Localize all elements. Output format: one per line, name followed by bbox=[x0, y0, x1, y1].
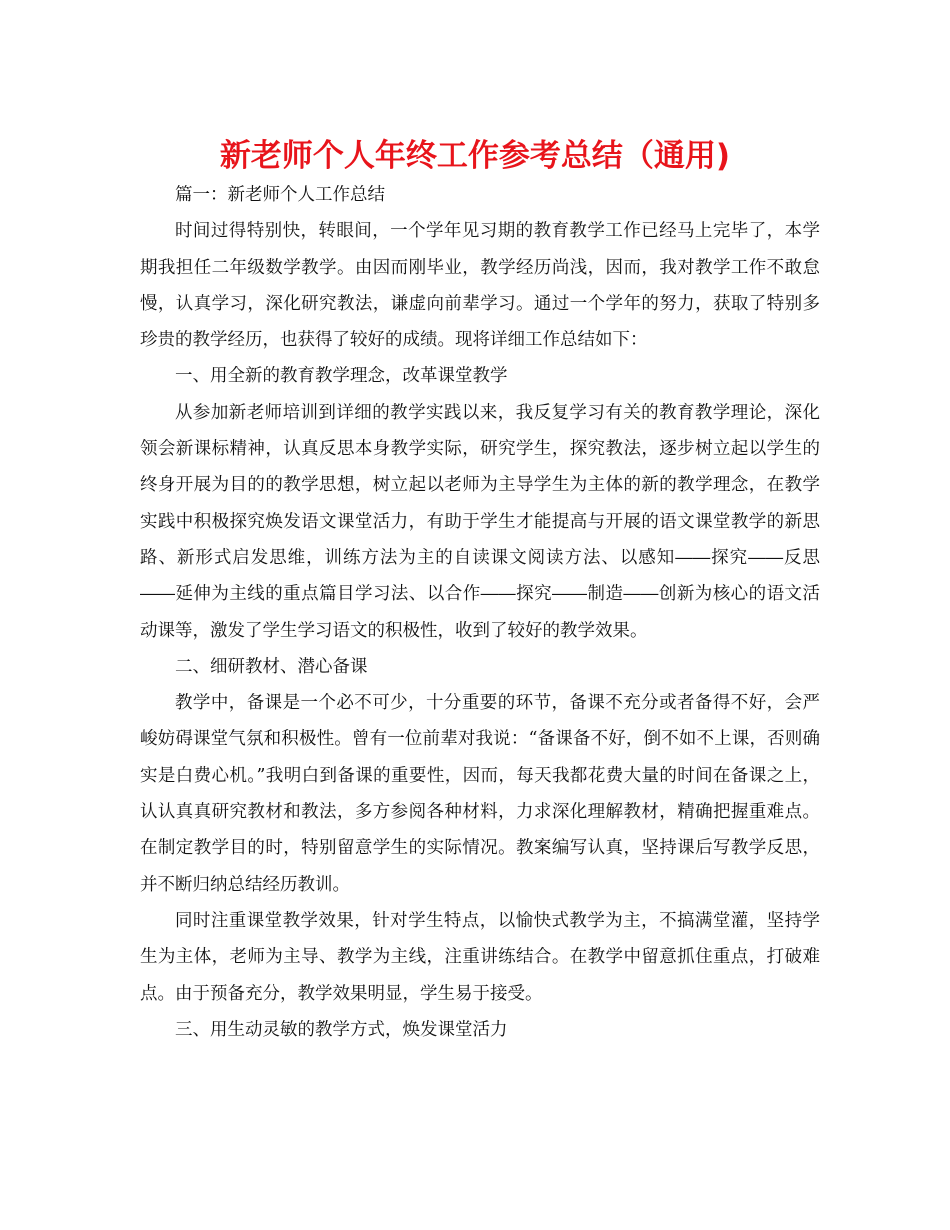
document-title: 新老师个人年终工作参考总结（通用) bbox=[219, 138, 731, 174]
intro-paragraph: 时间过得特别快，转眼间，一个学年见习期的教育教学工作已经马上完毕了，本学期我担任二年级数学教学。由因而刚毕业，教学经历尚浅，因而，我对教学工作不敢怠慢，认真学习，深化研究教法，谦虚向前辈学习。通过一个学年的努力，获取了特别多珍贵的教学经历，也获得了较好的成绩。现将详细工作总结如下： bbox=[140, 221, 820, 351]
section-one-paragraph: 从参加新老师培训到详细的教学实践以来，我反复学习有关的教育教学理论，深化领会新课标精神，认真反思本身教学实际，研究学生，探究教法，逐步树立起以学生的终身开展为目的的教学思想，树立起以老师为主导学生为主体的新的教学理念，在教学实践中积极探究焕发语文课堂活力，有助于学生才能提高与开展的语文课堂教学的新思路、新形式启发思维，训练方法为主的自读课文阅读方法、以感知――探究――反思――延伸为主线的重点篇目学习法、以合作――探究――制造――创新为核心的语文活动课等，激发了学生学习语文的积极性，收到了较好的教学效果。 bbox=[140, 402, 820, 641]
section-heading-three: 三、用生动灵敏的教学方式，焕发课堂活力 bbox=[175, 1019, 508, 1040]
section-heading-two: 二、细研教材、潜心备课 bbox=[175, 656, 368, 677]
section-heading-one: 一、用全新的教育教学理念，改革课堂教学 bbox=[175, 366, 508, 387]
section-two-paragraph-1: 教学中，备课是一个必不可少，十分重要的环节，备课不充分或者备得不好，会严峻妨碍课堂气氛和积极性。曾有一位前辈对我说：“备课备不好，倒不如不上课，否则确实是白费心机。”我明白到备课的重要性，因而，每天我都花费大量的时间在备课之上，认认真真研究教材和教法，多方参阅各种材料，力求深化理解教材，精确把握重难点。在制定教学目的时，特别留意学生的实际情况。教案编写认真，坚持课后写教学反思，并不断归纳总结经历教训。 bbox=[140, 693, 820, 895]
section-heading-part-one: 篇一：新老师个人工作总结 bbox=[175, 185, 385, 205]
section-two-paragraph-2: 同时注重课堂教学效果，针对学生特点，以愉快式教学为主，不搞满堂灌，坚持学生为主体，老师为主导、教学为主线，注重讲练结合。在教学中留意抓住重点，打破难点。由于预备充分，教学效果明显，学生易于接受。 bbox=[140, 910, 820, 1004]
document-body bbox=[140, 177, 820, 1048]
